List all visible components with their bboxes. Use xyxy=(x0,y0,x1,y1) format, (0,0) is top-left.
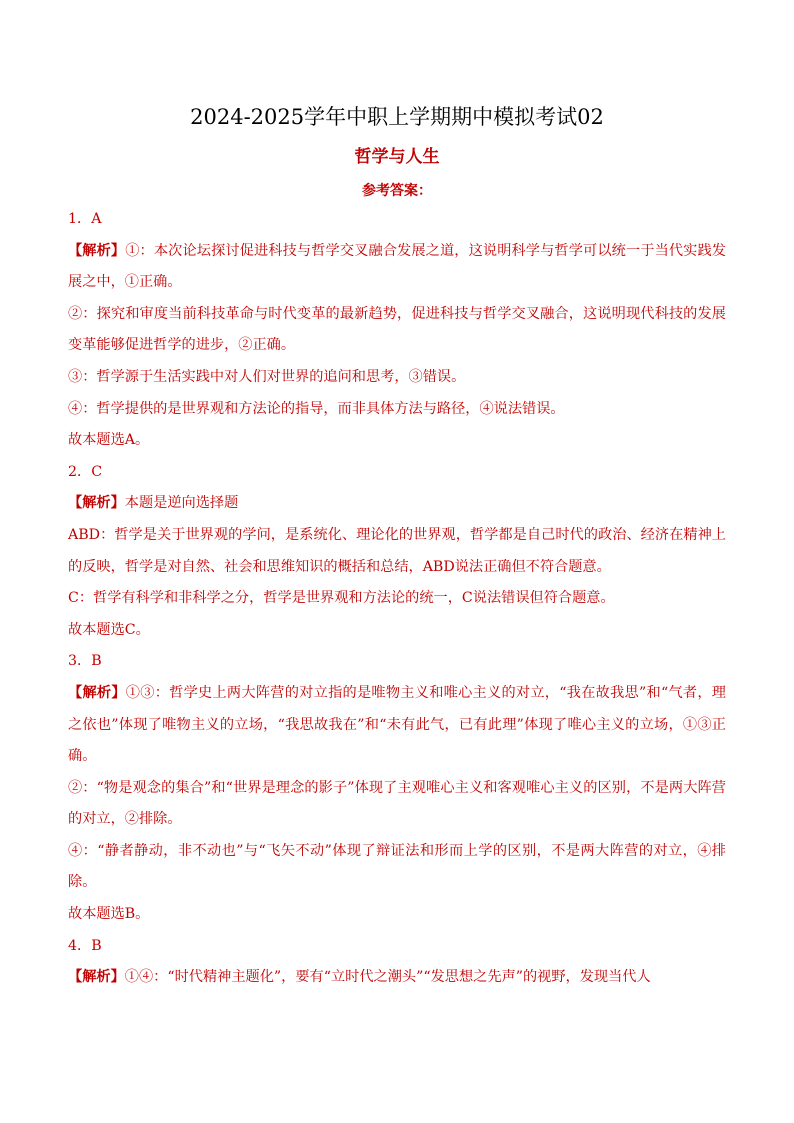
explanation-line: ④：“静者静动，非不动也”与“飞矢不动”体现了辩证法和形而上学的区别，不是两大阵营的对立，④排除。 xyxy=(68,842,726,891)
explanation-line: ②：“物是观念的集合”和“世界是理念的影子”体现了主观唯心主义和客观唯心主义的区别，不是两大阵营的对立，②排除。 xyxy=(68,779,726,828)
answer-content xyxy=(68,204,726,994)
explanation-text: ①③：哲学史上两大阵营的对立指的是唯物主义和唯心主义的对立，“我在故我思”和“气者，理之依也”体现了唯物主义的立场，“我思故我在”和“未有此气，已有此理”体现了唯心主义的立场，①③正确。 xyxy=(68,684,726,765)
question-number: 1．A xyxy=(68,211,102,227)
answer-heading: 参考答案： xyxy=(362,183,432,199)
question-number: 3．B xyxy=(68,653,102,670)
explanation-text: 本题是逆向选择题 xyxy=(124,495,239,512)
conclusion-line: 故本题选C。 xyxy=(68,621,150,638)
conclusion-line: 故本题选A。 xyxy=(68,432,150,449)
explanation-line xyxy=(68,678,726,773)
explanation-tag: 【解析】 xyxy=(68,242,126,259)
explanation-text: ①：本次论坛探讨促进科技与哲学交叉融合发展之道，这说明科学与哲学可以统一于当代实践发展之中，①正确。 xyxy=(68,242,726,291)
explanation-line: ③：哲学源于生活实践中对人们对世界的追问和思考，③错误。 xyxy=(68,368,466,385)
explanation-text: ①④：“时代精神主题化”，要有“立时代之潮头”“发思想之先声”的视野，发现当代人 xyxy=(124,969,651,986)
conclusion-line: 故本题选B。 xyxy=(68,906,150,923)
explanation-line: ABD：哲学是关于世界观的学问，是系统化、理论化的世界观，哲学都是自己时代的政治、经济在精神上的反映，哲学是对自然、社会和思维知识的概括和总结，ABD说法正确但不符合题意。 xyxy=(68,526,726,575)
explanation-line xyxy=(68,962,726,994)
explanation-line xyxy=(68,236,726,299)
explanation-line: ④：哲学提供的是世界观和方法论的指导，而非具体方法与路径，④说法错误。 xyxy=(68,400,565,417)
explanation-line: ②：探究和审度当前科技革命与时代变革的最新趋势，促进科技与哲学交叉融合，这说明现代科技的发展变革能够促进哲学的进步，②正确。 xyxy=(68,305,726,354)
explanation-tag: 【解析】 xyxy=(68,969,125,986)
question-number: 2．C xyxy=(68,463,103,480)
explanation-line: C：哲学有科学和非科学之分，哲学是世界观和方法论的统一，C说法错误但符合题意。 xyxy=(68,590,615,607)
question-number: 4．B xyxy=(68,937,102,954)
explanation-tag: 【解析】 xyxy=(68,495,125,512)
page-title: 2024-2025学年中职上学期期中模拟考试02 xyxy=(190,105,604,129)
explanation-tag: 【解析】 xyxy=(68,684,126,701)
explanation-line xyxy=(68,488,726,520)
page-subtitle: 哲学与人生 xyxy=(354,147,440,167)
